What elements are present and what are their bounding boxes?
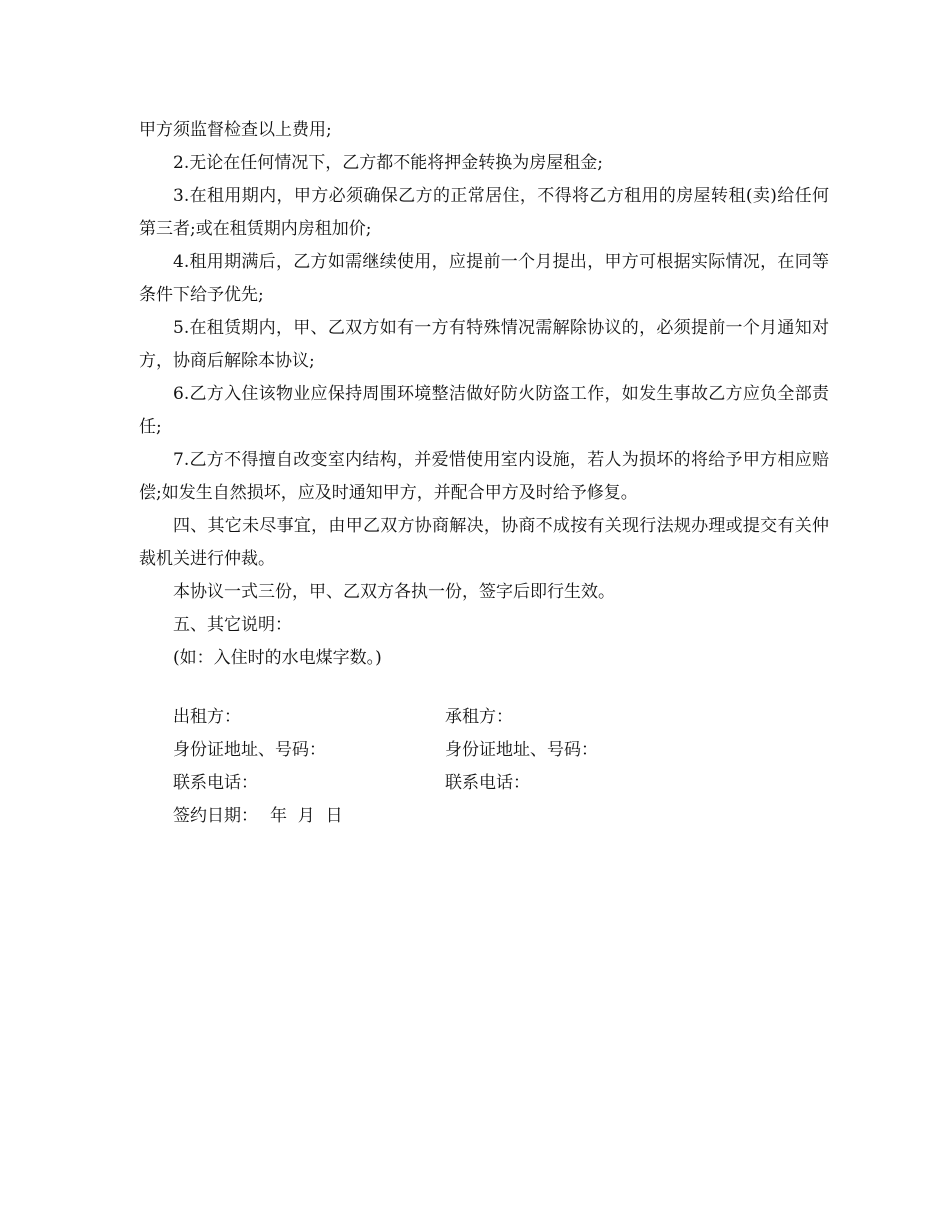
paragraph-clause-6: 6.乙方入住该物业应保持周围环境整洁做好防火防盗工作，如发生事故乙方应负全部责任;: [139, 384, 829, 437]
lessor-id-label: 身份证地址、号码：: [173, 740, 326, 760]
paragraph-clause-2: 2.无论在任何情况下，乙方都不能将押金转换为房屋租金;: [173, 153, 603, 173]
paragraph-note: (如：入住时的水电煤字数。): [173, 648, 382, 668]
signature-block: [173, 701, 813, 833]
paragraph-section-4: 四、其它未尽事宜，由甲乙双方协商解决，协商不成按有关现行法规办理或提交有关仲裁机关进行仲裁。: [139, 516, 829, 569]
signature-row-party: [173, 701, 813, 734]
paragraph-fee-inspection: 甲方须监督检查以上费用;: [139, 120, 332, 140]
paragraph-clause-7: 7.乙方不得擅自改变室内结构，并爱惜使用室内设施，若人为损坏的将给予甲方相应赔偿;如发生自然损坏，应及时通知甲方，并配合甲方及时给予修复。: [139, 450, 829, 503]
agreement-body: [139, 114, 829, 675]
lessor-phone-label: 联系电话：: [173, 773, 258, 793]
lessee-id-label: 身份证地址、号码：: [445, 740, 598, 760]
lessee-phone-label: 联系电话：: [445, 773, 530, 793]
paragraph-clause-5: 5.在租赁期内，甲、乙双方如有一方有特殊情况需解除协议的，必须提前一个月通知对方，协商后解除本协议;: [139, 318, 829, 371]
lessee-label: 承租方：: [445, 707, 513, 727]
date-label: 签约日期：: [173, 806, 258, 826]
paragraph-section-5: 五、其它说明：: [173, 615, 292, 635]
lessor-label: 出租方：: [173, 707, 241, 727]
paragraph-copies: 本协议一式三份，甲、乙双方各执一份，签字后即行生效。: [173, 582, 615, 602]
signature-row-id: [173, 734, 813, 767]
paragraph-clause-3: 3.在租用期内，甲方必须确保乙方的正常居住，不得将乙方租用的房屋转租(卖)给任何第三者;或在租赁期内房租加价;: [139, 186, 829, 239]
date-blank: 年 月 日: [270, 806, 343, 826]
signature-row-phone: [173, 767, 813, 800]
paragraph-clause-4: 4.租用期满后，乙方如需继续使用，应提前一个月提出，甲方可根据实际情况，在同等条件下给予优先;: [139, 252, 829, 305]
signature-row-date: [173, 800, 813, 833]
